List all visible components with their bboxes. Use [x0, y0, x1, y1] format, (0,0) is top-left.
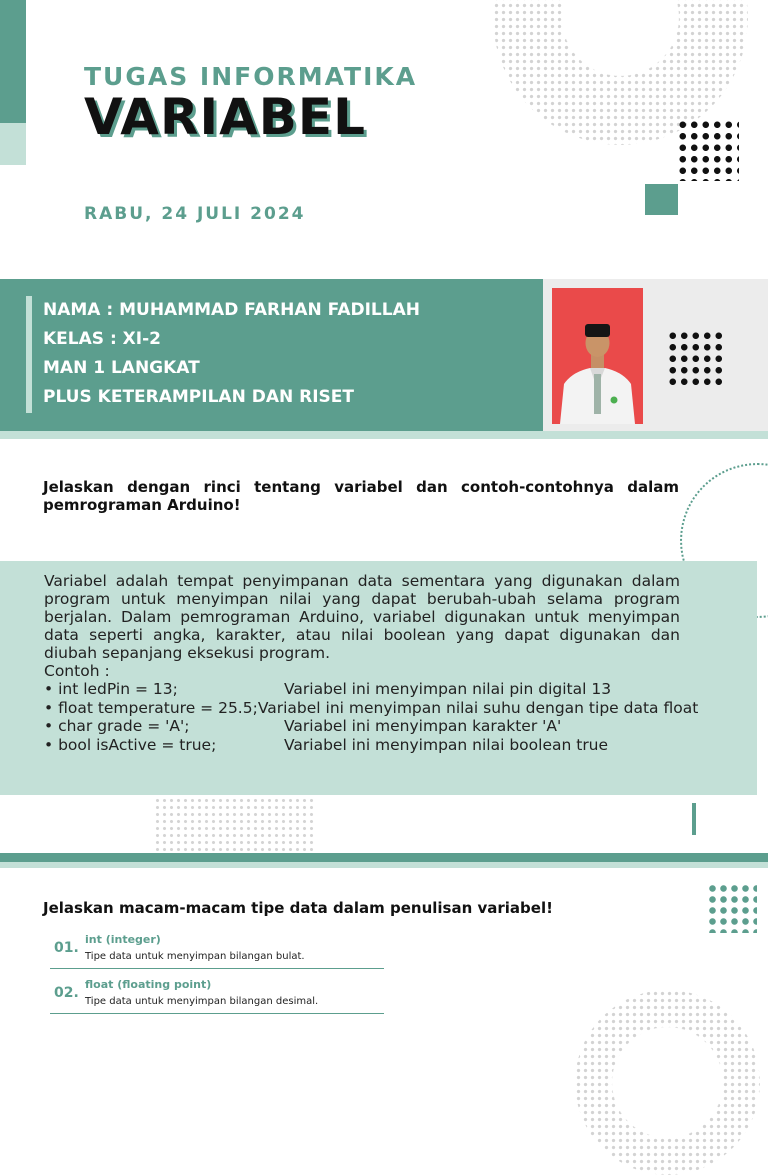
student-school: MAN 1 LANGKAT [43, 358, 200, 378]
decorative-dot-grid [667, 330, 727, 390]
date-label: RABU, 24 JULI 2024 [84, 204, 306, 224]
type-number: 02. [54, 985, 79, 1001]
page-title: VARIABEL [84, 88, 366, 146]
examples-label: Contoh : [44, 662, 110, 680]
student-program: PLUS KETERAMPILAN DAN RISET [43, 387, 355, 407]
student-info-bar [26, 296, 32, 413]
student-photo [552, 288, 643, 424]
page-subtitle: TUGAS INFORMATIKA [84, 62, 418, 91]
example-desc: Variabel ini menyimpan karakter 'A' [284, 717, 562, 735]
decorative-dot-grid [707, 883, 757, 933]
example-desc: Variabel ini menyimpan nilai suhu dengan tipe data float [257, 698, 699, 717]
type-desc: Tipe data untuk menyimpan bilangan desimal. [85, 996, 319, 1007]
example-row [44, 736, 680, 755]
decorative-bar [692, 803, 696, 835]
answer-paragraph: Variabel adalah tempat penyimpanan data sementara yang digunakan dalam program untuk menyimpan nilai yang dapat berubah-ubah selama program berjalan. Dalam pemrograman Arduino, variabel digunakan untuk menyimpan data seperti angka, karakter, atau nilai boolean yang dapat digunakan dan diubah sepanjang eksekusi program. [44, 572, 680, 662]
example-desc: Variabel ini menyimpan nilai pin digital 13 [284, 680, 612, 698]
decorative-square [645, 184, 678, 215]
example-code: • char grade = 'A'; [44, 717, 190, 735]
left-accent-stripe-light [0, 123, 26, 165]
examples-list [44, 680, 699, 754]
question-1: Jelaskan dengan rinci tentang variabel dan contoh-contohnya dalam pemrograman Arduino! [43, 478, 679, 514]
decorative-dot-field [154, 797, 314, 853]
type-name: int (integer) [85, 933, 161, 946]
student-class: KELAS : XI-2 [43, 329, 161, 349]
section-divider-light [0, 862, 768, 868]
left-accent-stripe [0, 0, 26, 123]
answer-content [44, 572, 699, 754]
decorative-dot-ring [575, 990, 760, 1175]
example-row [44, 680, 680, 699]
example-code: • float temperature = 25.5; [44, 698, 258, 717]
type-desc: Tipe data untuk menyimpan bilangan bulat. [85, 951, 305, 962]
student-name: NAMA : MUHAMMAD FARHAN FADILLAH [43, 300, 420, 320]
example-desc: Variabel ini menyimpan nilai boolean true [284, 735, 609, 754]
question-2: Jelaskan macam-macam tipe data dalam penulisan variabel! [43, 899, 553, 917]
section-divider [0, 853, 768, 862]
decorative-dot-grid [677, 119, 739, 181]
type-list-item [50, 975, 384, 1014]
divider-band [0, 431, 768, 439]
example-row [44, 717, 680, 736]
type-name: float (floating point) [85, 978, 212, 991]
student-info [43, 296, 420, 412]
type-number: 01. [54, 940, 79, 956]
example-code: • int ledPin = 13; [44, 680, 178, 698]
type-list-item [50, 930, 384, 969]
example-code: • bool isActive = true; [44, 735, 217, 754]
example-row [44, 698, 699, 718]
